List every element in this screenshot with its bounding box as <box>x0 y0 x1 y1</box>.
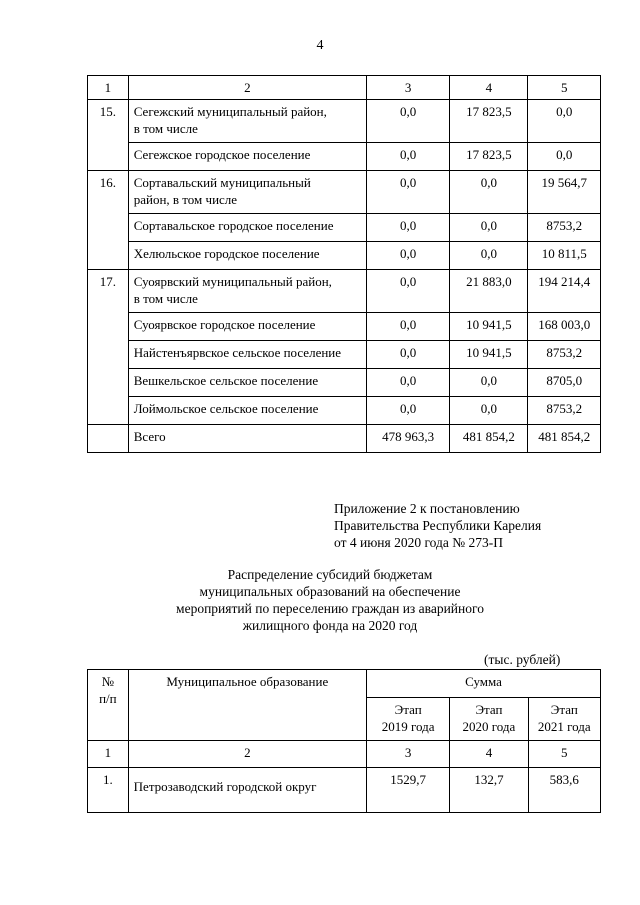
value-cell: 194 214,4 <box>528 270 601 313</box>
row-name: Сегежское городское поселение <box>128 143 366 171</box>
index-cell: 1 <box>88 741 129 768</box>
value-cell: 0,0 <box>367 397 450 425</box>
table-row <box>88 397 601 425</box>
distribution-table <box>87 669 601 813</box>
table-row <box>88 214 601 242</box>
value-cell: 583,6 <box>528 768 600 813</box>
row-name: Вешкельское сельское поселение <box>128 369 366 397</box>
value-cell: 10 941,5 <box>450 341 528 369</box>
index-cell: 2 <box>128 741 366 768</box>
table-row <box>88 270 601 313</box>
header-cell: 5 <box>528 76 601 100</box>
value-cell: 0,0 <box>367 242 450 270</box>
value-cell: 8753,2 <box>528 397 601 425</box>
appendix-note <box>334 500 541 551</box>
subsidy-table-continued <box>87 75 601 453</box>
total-value: 478 963,3 <box>367 425 450 453</box>
header-stage: Этап 2021 года <box>528 698 600 741</box>
header-cell: 1 <box>88 76 129 100</box>
value-cell: 17 823,5 <box>450 100 528 143</box>
row-name: Петрозаводский городской округ <box>128 768 366 813</box>
table-row <box>88 768 601 813</box>
index-cell: 3 <box>367 741 450 768</box>
row-name: Суоярвское городское поселение <box>128 313 366 341</box>
table-header-row <box>88 76 601 100</box>
value-cell: 0,0 <box>450 171 528 214</box>
table-row <box>88 313 601 341</box>
value-cell: 0,0 <box>450 369 528 397</box>
row-name: Суоярвский муниципальный район, в том числе <box>128 270 366 313</box>
units-label: (тыс. рублей) <box>484 652 561 667</box>
value-cell: 8753,2 <box>528 214 601 242</box>
row-name: Хелюльское городское поселение <box>128 242 366 270</box>
header-num: № п/п <box>88 670 129 741</box>
value-cell: 0,0 <box>367 214 450 242</box>
index-row <box>88 741 601 768</box>
value-cell: 168 003,0 <box>528 313 601 341</box>
title-line: жилищного фонда на 2020 год <box>242 618 418 633</box>
value-cell: 10 941,5 <box>450 313 528 341</box>
table-row <box>88 369 601 397</box>
title-line: Распределение субсидий бюджетам <box>227 567 433 582</box>
value-cell: 0,0 <box>367 171 450 214</box>
total-value: 481 854,2 <box>450 425 528 453</box>
title-line: муниципальных образований на обеспечение <box>199 584 461 599</box>
value-cell: 0,0 <box>450 397 528 425</box>
appendix-line: Правительства Республики Карелия <box>334 518 542 533</box>
value-cell: 0,0 <box>528 100 601 143</box>
header-sum: Сумма <box>367 670 601 698</box>
value-cell: 0,0 <box>528 143 601 171</box>
value-cell: 0,0 <box>367 143 450 171</box>
row-number: 17. <box>88 270 129 425</box>
header-municipality: Муниципальное образование <box>128 670 366 741</box>
distribution-title <box>150 566 510 634</box>
row-name: Найстенъярвское сельское поселение <box>128 341 366 369</box>
table-row <box>88 242 601 270</box>
value-cell: 0,0 <box>450 214 528 242</box>
value-cell: 0,0 <box>367 270 450 313</box>
value-cell: 0,0 <box>367 369 450 397</box>
value-cell: 8753,2 <box>528 341 601 369</box>
value-cell: 21 883,0 <box>450 270 528 313</box>
value-cell: 0,0 <box>367 341 450 369</box>
header-cell: 4 <box>450 76 528 100</box>
row-name: Лоймольское сельское поселение <box>128 397 366 425</box>
table-row <box>88 171 601 214</box>
value-cell: 0,0 <box>450 242 528 270</box>
total-label: Всего <box>128 425 366 453</box>
value-cell: 132,7 <box>450 768 528 813</box>
table-row <box>88 100 601 143</box>
index-cell: 4 <box>450 741 528 768</box>
table-row <box>88 143 601 171</box>
total-value: 481 854,2 <box>528 425 601 453</box>
appendix-line: Приложение 2 к постановлению <box>334 501 520 516</box>
table-header-row <box>88 670 601 698</box>
row-number <box>88 425 129 453</box>
header-cell: 2 <box>128 76 366 100</box>
value-cell: 0,0 <box>367 100 450 143</box>
row-name: Сортавальское городское поселение <box>128 214 366 242</box>
value-cell: 8705,0 <box>528 369 601 397</box>
header-stage: Этап 2020 года <box>450 698 528 741</box>
row-number: 16. <box>88 171 129 270</box>
index-cell: 5 <box>528 741 600 768</box>
row-name: Сортавальский муниципальный район, в том числе <box>128 171 366 214</box>
header-stage: Этап 2019 года <box>367 698 450 741</box>
value-cell: 10 811,5 <box>528 242 601 270</box>
page-number: 4 <box>316 38 324 53</box>
value-cell: 19 564,7 <box>528 171 601 214</box>
row-number: 1. <box>88 768 129 813</box>
row-name: Сегежский муниципальный район, в том числе <box>128 100 366 143</box>
table-row <box>88 341 601 369</box>
title-line: мероприятий по переселению граждан из аварийного <box>176 601 484 616</box>
total-row <box>88 425 601 453</box>
value-cell: 1529,7 <box>367 768 450 813</box>
value-cell: 17 823,5 <box>450 143 528 171</box>
value-cell: 0,0 <box>367 313 450 341</box>
header-cell: 3 <box>367 76 450 100</box>
row-number: 15. <box>88 100 129 171</box>
appendix-line: от 4 июня 2020 года № 273-П <box>334 535 504 550</box>
